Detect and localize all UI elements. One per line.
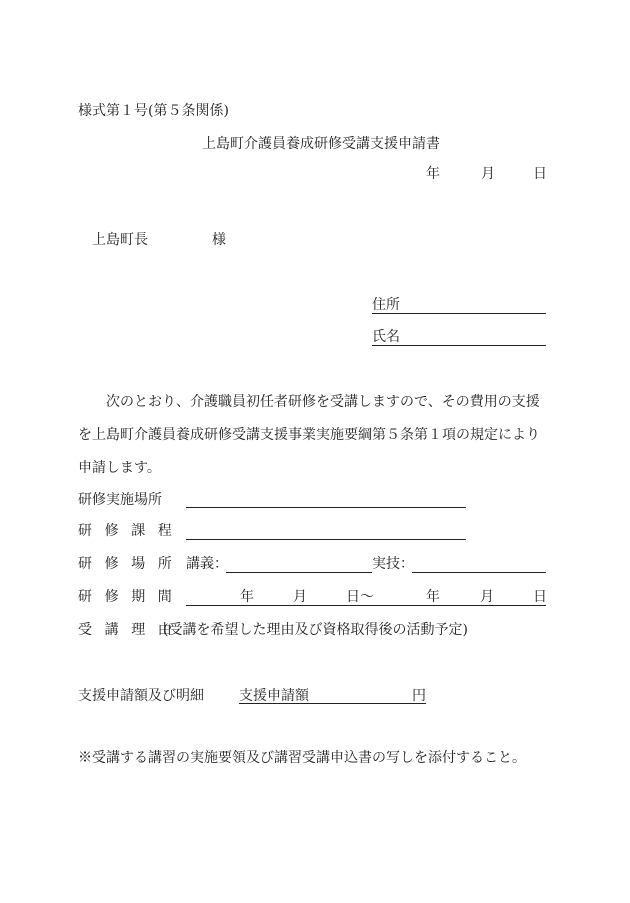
body-paragraph: 次のとおり、介護職員初任者研修を受講しますので、その費用の支援を上島町介護員養成研修受講支援事業実施要綱第５条第１項の規定により申請します。 bbox=[78, 394, 540, 476]
name-field[interactable] bbox=[372, 345, 546, 346]
date-month-label: 月 bbox=[481, 166, 495, 182]
practical-field[interactable] bbox=[412, 572, 546, 573]
amount-label: 支援申請額及び明細 bbox=[78, 688, 204, 704]
address-label: 住所 bbox=[372, 297, 400, 313]
period-field[interactable] bbox=[186, 605, 546, 606]
period-month-1: 月 bbox=[293, 589, 307, 605]
addressee-name: 上島町長 bbox=[92, 232, 148, 248]
course-field[interactable] bbox=[186, 539, 466, 540]
amount-sub-label: 支援申請額 bbox=[239, 688, 309, 704]
period-day-1: 日〜 bbox=[346, 589, 374, 605]
period-year-2: 年 bbox=[426, 589, 440, 605]
lecture-field[interactable] bbox=[226, 572, 372, 573]
address-field[interactable] bbox=[372, 313, 546, 314]
date-day-label: 日 bbox=[533, 166, 547, 182]
form-number: 様式第１号(第５条関係) bbox=[78, 103, 229, 119]
addressee-honorific: 様 bbox=[212, 232, 226, 248]
period-day-2: 日 bbox=[533, 589, 547, 605]
practical-label: 実技： bbox=[372, 556, 414, 572]
period-label: 研修期間 bbox=[78, 589, 185, 605]
venue-label: 研修実施場所 bbox=[78, 492, 162, 508]
reason-label: 受講理由 bbox=[78, 622, 185, 638]
amount-field[interactable] bbox=[239, 703, 426, 704]
place-label: 研修場所 bbox=[78, 556, 185, 572]
lecture-label: 講義： bbox=[186, 556, 228, 572]
document-title: 上島町介護員養成研修受講支援申請書 bbox=[202, 136, 440, 152]
reason-note: (受講を希望した理由及び資格取得後の活動予定) bbox=[163, 622, 468, 638]
period-month-2: 月 bbox=[480, 589, 494, 605]
course-label: 研修課程 bbox=[78, 523, 185, 539]
amount-unit: 円 bbox=[412, 688, 426, 704]
venue-field[interactable] bbox=[186, 507, 466, 508]
footnote: ※受講する講習の実施要領及び講習受講申込書の写しを添付すること。 bbox=[78, 750, 526, 766]
period-year-1: 年 bbox=[240, 589, 254, 605]
date-year-label: 年 bbox=[426, 166, 440, 182]
name-label: 氏名 bbox=[372, 329, 400, 345]
